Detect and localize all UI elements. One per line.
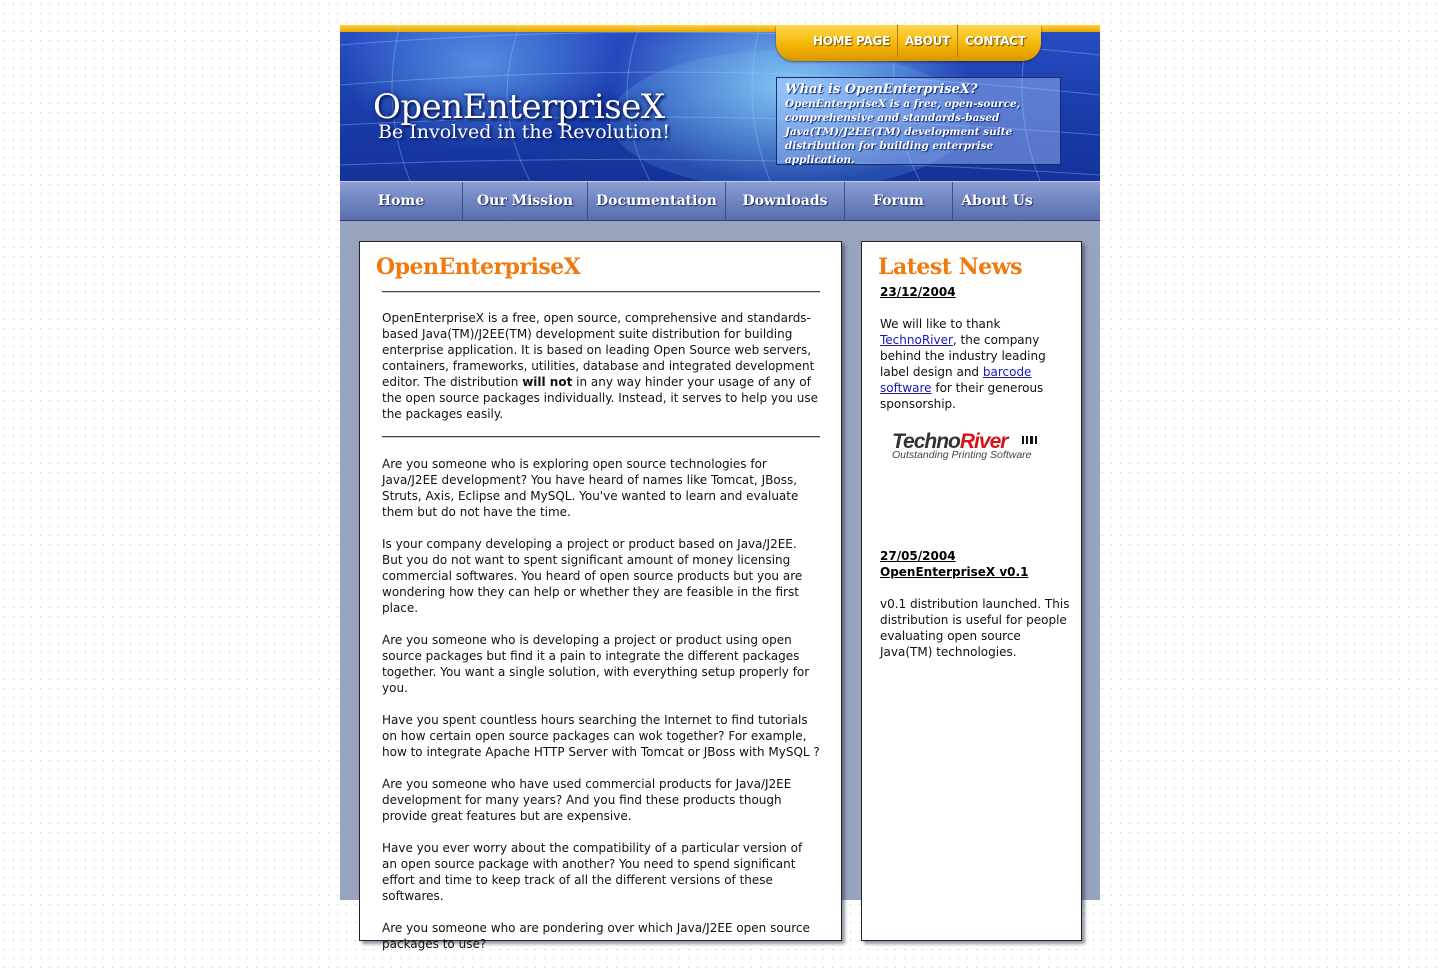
page-frame	[340, 25, 1100, 951]
question-paragraph: Have you spent countless hours searching the Internet to find tutorials on how certain open source packages can wok together? For example, how to integrate Apache HTTP Server with Tomcat or JBoss with MySQL ?	[382, 713, 820, 759]
logo-name-part: Techno	[892, 430, 960, 453]
technoriver-logo-tagline: Outstanding Printing Software	[892, 449, 1032, 461]
top-tab-about[interactable]: ABOUT	[898, 25, 958, 57]
main-nav	[340, 181, 1100, 221]
barcode-software-link[interactable]: barcode software	[880, 365, 1032, 395]
technoriver-link[interactable]: TechnoRiver	[880, 333, 953, 347]
news-item-text	[880, 316, 1070, 412]
question-paragraph: Are you someone who have used commercial products for Java/J2EE development for many years? And you find these products though provide great features but are expensive.	[382, 777, 792, 823]
divider	[382, 291, 820, 293]
top-tab-home-page[interactable]: HOME PAGE	[806, 25, 898, 57]
news-text: for their generous sponsorship.	[880, 381, 1044, 411]
news-item-text: v0.1 distribution launched. This distribution is useful for people evaluating open source Java(TM) technologies.	[880, 597, 1070, 659]
intro-paragraph	[382, 310, 820, 422]
nav-item-documentation[interactable]: Documentation	[588, 182, 726, 220]
what-is-box	[776, 77, 1061, 165]
top-tab-contact[interactable]: CONTACT	[964, 34, 1026, 48]
news-list	[880, 284, 1070, 660]
news-text: We will like to thank	[880, 317, 1001, 331]
intro-text-end: in any way hinder your usage of any of the open source packages individually. Instead, it serves to help you use the packages easily.	[382, 375, 819, 421]
nav-item-home[interactable]: Home	[340, 182, 463, 220]
technoriver-logo[interactable]	[892, 430, 1052, 478]
news-panel	[861, 241, 1082, 941]
question-paragraph: Are you someone who is developing a project or product using open source packages but find it a pain to integrate the different packages together. You want a single solution, with everything setup properly for you.	[382, 633, 810, 695]
what-is-title: What is OpenEnterpriseX?	[785, 82, 978, 97]
main-title: OpenEnterpriseX	[376, 254, 581, 280]
site-header	[340, 25, 1100, 181]
top-tabs	[776, 25, 1041, 61]
barcode-icon	[1022, 436, 1038, 444]
nav-item-about-us[interactable]: About Us	[961, 193, 1033, 209]
news-date: 23/12/2004	[880, 285, 956, 299]
question-paragraph: Are you someone who are pondering over which Java/J2EE open source packages to use?	[382, 921, 810, 951]
nav-item-forum[interactable]: Forum	[845, 182, 953, 220]
intro-emphasis: will not	[522, 375, 573, 389]
question-paragraph: Have you ever worry about the compatibility of a particular version of an open source package with another? You need to spend significant effort and time to keep track of all the different versions of these softwares.	[382, 841, 803, 903]
questions-section	[382, 456, 820, 968]
news-text: , the company behind the industry leading label design and	[880, 333, 1046, 379]
question-paragraph: Is your company developing a project or product based on Java/J2EE. But you do not want to spent significant amount of money licensing commercial softwares. You heard of open source products but you are wondering how they can help or whether they are feasible in the first place.	[382, 537, 803, 615]
nav-item-downloads[interactable]: Downloads	[726, 182, 845, 220]
logo-title: OpenEnterpriseX	[373, 87, 665, 127]
main-content-panel	[359, 241, 842, 951]
nav-item-our-mission[interactable]: Our Mission	[463, 182, 588, 220]
news-date: 27/05/2004	[880, 549, 956, 563]
news-title: Latest News	[878, 254, 1023, 280]
intro-text: OpenEnterpriseX is a free, open source, comprehensive and standards-based Java(TM)/J2EE(TM) development suite distribution for building enterprise application. It is based on leading Open Source web servers, containers, frameworks, utilities, database and integrated development editor. The distribution	[382, 311, 815, 389]
logo-name-part: River	[959, 430, 1008, 453]
what-is-text: OpenEnterpriseX is a free, open-source, comprehensive and standards-based Java(TM)/J2EE(TM) development suite distribution for building enterprise application.	[785, 98, 1021, 166]
logo-slogan: Be Involved in the Revolution!	[378, 121, 670, 143]
divider	[382, 436, 820, 438]
news-headline: OpenEnterpriseX v0.1	[880, 565, 1029, 579]
question-paragraph: Are you someone who is exploring open source technologies for Java/J2EE development? You have heard of names like Tomcat, JBoss, Struts, Axis, Eclipse and MySQL. You've wanted to learn and evaluate them but do not have the time.	[382, 457, 799, 519]
